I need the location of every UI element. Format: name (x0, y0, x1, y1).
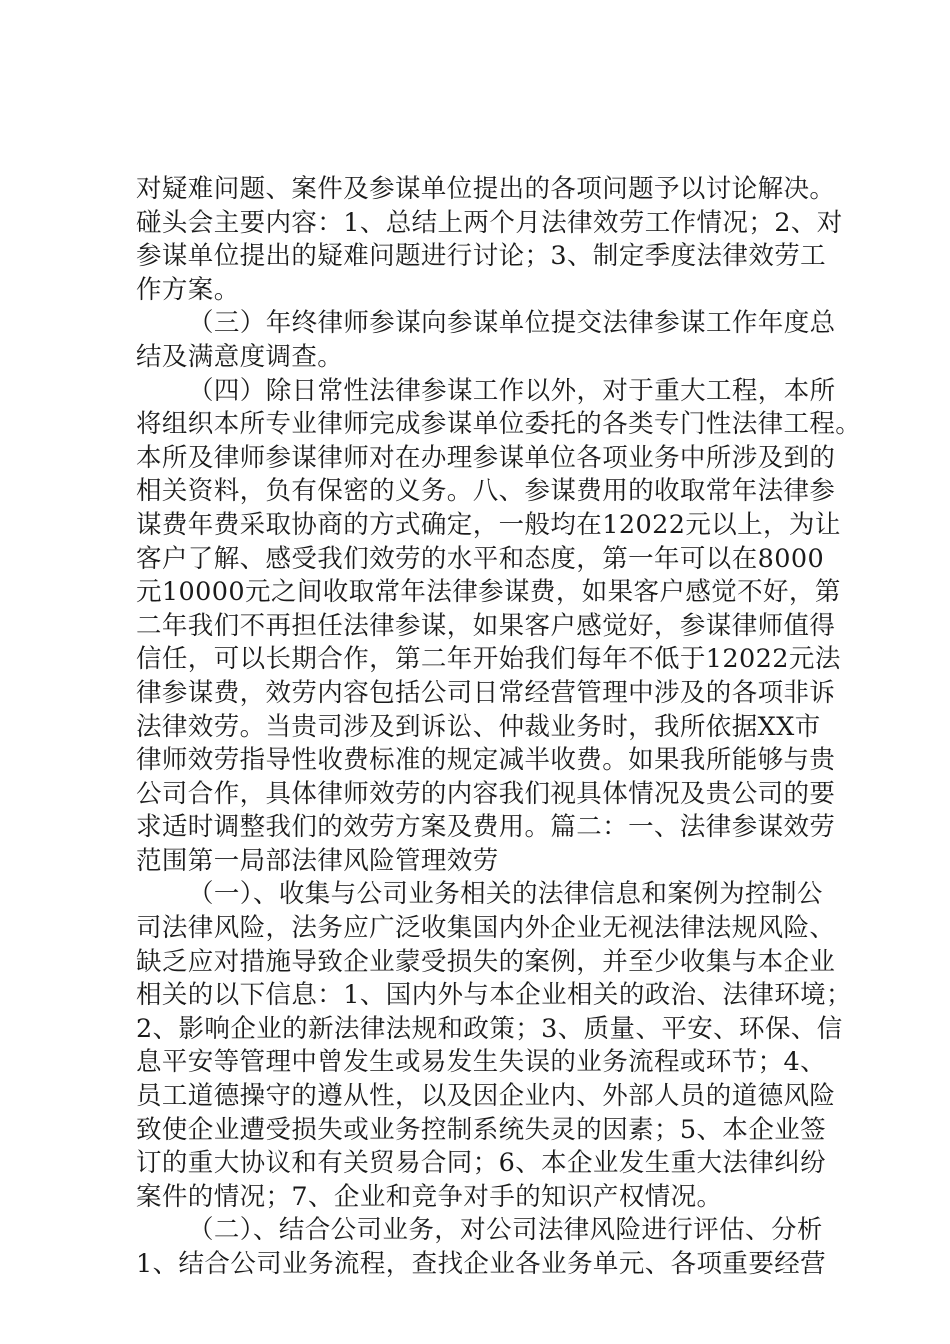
text-line: 缺乏应对措施导致企业蒙受损失的案例，并至少收集与本企业 (136, 946, 836, 977)
text-line: （四）除日常性法律参谋工作以外，对于重大工程，本所 (188, 375, 836, 406)
text-line: 将组织本所专业律师完成参谋单位委托的各类专门性法律工程。 (136, 409, 862, 440)
text-line: （二）、结合公司业务，对公司法律风险进行评估、分析 (188, 1215, 823, 1246)
text-line: 1、结合公司业务流程，查找企业各业务单元、各项重要经营 (136, 1249, 827, 1279)
text-line: 本所及律师参谋律师对在办理参谋单位各项业务中所涉及到的 (136, 442, 836, 473)
text-line: 订的重大协议和有关贸易合同；6、本企业发生重大法律纠纷 (136, 1148, 827, 1179)
text-line: 元10000元之间收取常年法律参谋费，如果客户感觉不好，第 (136, 577, 841, 608)
text-line: 信任，可以长期合作，第二年开始我们每年不低于12022元法 (136, 644, 841, 675)
text-line: 律参谋费，效劳内容包括公司日常经营管理中涉及的各项非诉 (136, 677, 836, 708)
text-line: 2、影响企业的新法律法规和政策；3、质量、平安、环保、信 (136, 1013, 843, 1044)
text-line: 息平安等管理中曾发生或易发生失误的业务流程或环节；4、 (136, 1047, 827, 1078)
text-line: 结及满意度调查。 (136, 341, 344, 372)
text-line: 范围第一局部法律风险管理效劳 (136, 845, 499, 876)
text-line: （三）年终律师参谋向参谋单位提交法律参谋工作年度总 (188, 308, 836, 339)
text-line: 公司合作，具体律师效劳的内容我们视具体情况及贵公司的要 (136, 778, 836, 809)
text-line: 谋费年费采取协商的方式确定，一般均在12022元以上，为让 (136, 509, 841, 540)
text-line: 相关的以下信息：1、国内外与本企业相关的政治、法律环境； (136, 980, 852, 1011)
text-line: （一）、收集与公司业务相关的法律信息和案例为控制公 (188, 879, 823, 910)
text-line: 作方案。 (136, 274, 240, 305)
text-line: 对疑难问题、案件及参谋单位提出的各项问题予以讨论解决。 (136, 174, 836, 204)
document-body (136, 173, 862, 1282)
text-line: 参谋单位提出的疑难问题进行讨论；3、制定季度法律效劳工 (136, 241, 827, 272)
text-line: 员工道德操守的遵从性，以及因企业内、外部人员的道德风险 (136, 1081, 836, 1112)
text-line: 相关资料，负有保密的义务。八、参谋费用的收取常年法律参 (136, 476, 836, 507)
text-line: 案件的情况；7、企业和竞争对手的知识产权情况。 (136, 1181, 723, 1212)
text-line: 客户了解、感受我们效劳的水平和态度，第一年可以在8000 (136, 543, 825, 574)
text-line: 二年我们不再担任法律参谋，如果客户感觉好，参谋律师值得 (136, 610, 836, 641)
text-line: 法律效劳。当贵司涉及到诉讼、仲裁业务时，我所依据XX市 (136, 711, 821, 742)
text-line: 律师效劳指导性收费标准的规定减半收费。如果我所能够与贵 (136, 745, 836, 776)
text-line: 致使企业遭受损失或业务控制系统失灵的因素；5、本企业签 (136, 1114, 827, 1145)
text-line: 司法律风险，法务应广泛收集国内外企业无视法律法规风险、 (136, 913, 836, 944)
text-line: 碰头会主要内容：1、总结上两个月法律效劳工作情况；2、对 (136, 207, 843, 238)
text-line: 求适时调整我们的效劳方案及费用。篇二：一、法律参谋效劳 (136, 812, 836, 843)
